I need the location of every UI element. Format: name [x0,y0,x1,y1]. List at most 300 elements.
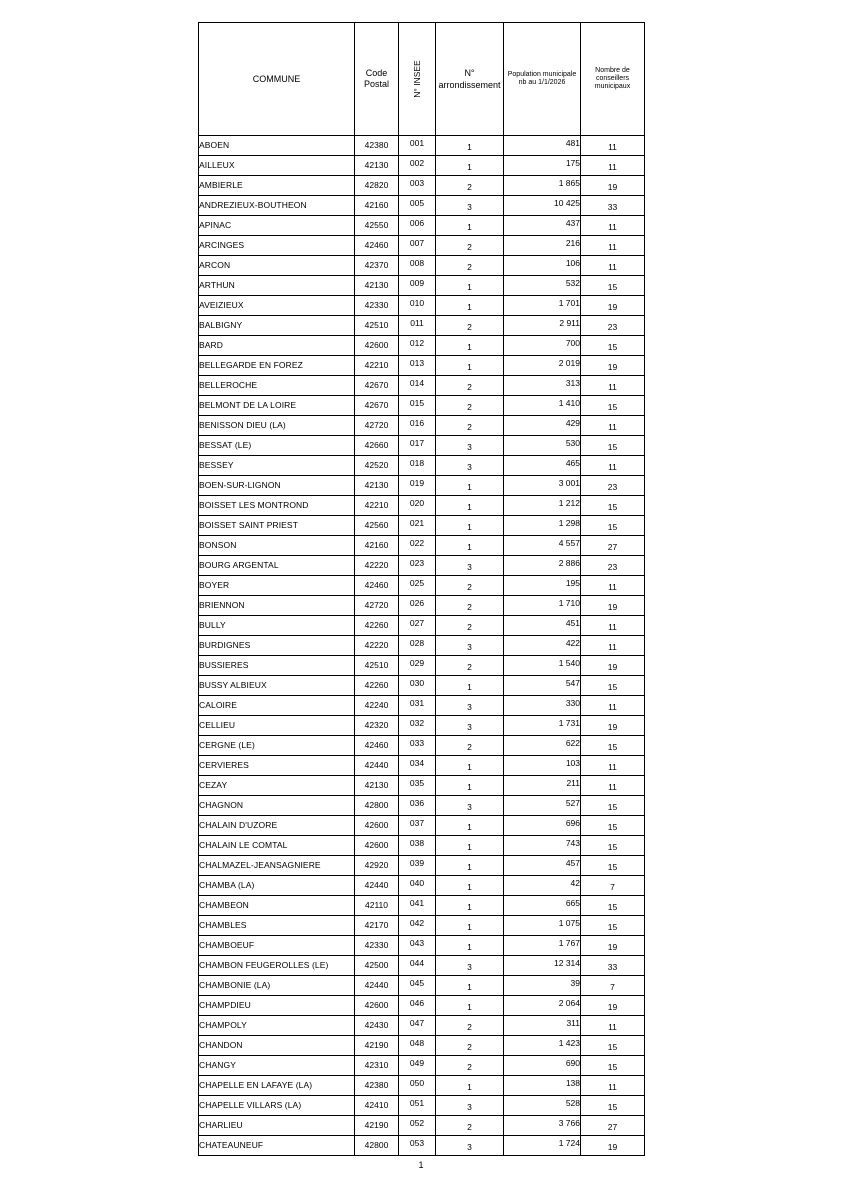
commune-cell: CHATEAUNEUF [199,1136,355,1156]
conseillers-cell: 27 [581,1116,645,1136]
table-row [199,656,645,676]
code-postal-cell: 42170 [355,916,399,936]
code-postal-cell: 42440 [355,976,399,996]
insee-cell: 017 [399,436,436,456]
table-row [199,636,645,656]
header-code-postal: Code Postal [355,23,399,136]
code-postal-cell: 42330 [355,296,399,316]
commune-cell: BUSSY ALBIEUX [199,676,355,696]
population-cell: 547 [504,676,581,696]
code-postal-cell: 42460 [355,576,399,596]
arrondissement-cell: 1 [436,336,504,356]
arrondissement-cell: 2 [436,416,504,436]
header-row [199,23,645,136]
table-row [199,796,645,816]
insee-cell: 020 [399,496,436,516]
arrondissement-cell: 2 [436,596,504,616]
conseillers-cell: 11 [581,136,645,156]
arrondissement-cell: 3 [436,1136,504,1156]
arrondissement-cell: 1 [436,756,504,776]
commune-cell: BOISSET SAINT PRIEST [199,516,355,536]
conseillers-cell: 15 [581,916,645,936]
commune-cell: ANDREZIEUX-BOUTHEON [199,196,355,216]
insee-cell: 025 [399,576,436,596]
population-cell: 195 [504,576,581,596]
table-row [199,976,645,996]
table-row [199,1036,645,1056]
arrondissement-cell: 2 [436,1116,504,1136]
table-row [199,196,645,216]
table-row [199,816,645,836]
code-postal-cell: 42190 [355,1036,399,1056]
conseillers-cell: 19 [581,936,645,956]
code-postal-cell: 42220 [355,636,399,656]
code-postal-cell: 42510 [355,316,399,336]
table-row [199,996,645,1016]
table-row [199,476,645,496]
commune-cell: CERVIERES [199,756,355,776]
population-cell: 2 064 [504,996,581,1016]
insee-cell: 045 [399,976,436,996]
population-cell: 2 019 [504,356,581,376]
arrondissement-cell: 2 [436,1036,504,1056]
code-postal-cell: 42670 [355,396,399,416]
insee-cell: 052 [399,1116,436,1136]
conseillers-cell: 19 [581,716,645,736]
code-postal-cell: 42520 [355,456,399,476]
population-cell: 700 [504,336,581,356]
insee-cell: 006 [399,216,436,236]
commune-cell: BURDIGNES [199,636,355,656]
insee-cell: 005 [399,196,436,216]
population-cell: 457 [504,856,581,876]
population-cell: 1 212 [504,496,581,516]
arrondissement-cell: 1 [436,816,504,836]
population-cell: 1 724 [504,1136,581,1156]
conseillers-cell: 23 [581,556,645,576]
code-postal-cell: 42130 [355,776,399,796]
arrondissement-cell: 3 [436,956,504,976]
commune-cell: BOISSET LES MONTROND [199,496,355,516]
communes-table [198,22,645,1156]
conseillers-cell: 15 [581,676,645,696]
arrondissement-cell: 2 [436,616,504,636]
table-row [199,336,645,356]
commune-cell: BELLEGARDE EN FOREZ [199,356,355,376]
insee-cell: 003 [399,176,436,196]
conseillers-cell: 15 [581,276,645,296]
table-row [199,676,645,696]
commune-cell: CERGNE (LE) [199,736,355,756]
conseillers-cell: 15 [581,736,645,756]
conseillers-cell: 11 [581,576,645,596]
commune-cell: BULLY [199,616,355,636]
conseillers-cell: 19 [581,176,645,196]
conseillers-cell: 11 [581,376,645,396]
commune-cell: BARD [199,336,355,356]
header-population: Population municipale nb au 1/1/2026 [504,23,581,136]
insee-cell: 009 [399,276,436,296]
conseillers-cell: 15 [581,896,645,916]
insee-cell: 032 [399,716,436,736]
arrondissement-cell: 3 [436,456,504,476]
commune-cell: CHANGY [199,1056,355,1076]
table-row [199,136,645,156]
arrondissement-cell: 1 [436,496,504,516]
population-cell: 1 075 [504,916,581,936]
arrondissement-cell: 2 [436,176,504,196]
population-cell: 10 425 [504,196,581,216]
code-postal-cell: 42370 [355,256,399,276]
arrondissement-cell: 2 [436,236,504,256]
table-row [199,836,645,856]
commune-cell: CHAMPOLY [199,1016,355,1036]
insee-cell: 043 [399,936,436,956]
insee-cell: 048 [399,1036,436,1056]
population-cell: 3 001 [504,476,581,496]
table-row [199,556,645,576]
header-insee-label: N° INSEE [412,60,422,98]
table-row [199,456,645,476]
population-cell: 1 298 [504,516,581,536]
commune-cell: CHAMBOEUF [199,936,355,956]
table-row [199,896,645,916]
code-postal-cell: 42160 [355,196,399,216]
insee-cell: 036 [399,796,436,816]
population-cell: 2 886 [504,556,581,576]
insee-cell: 008 [399,256,436,276]
commune-cell: CELLIEU [199,716,355,736]
arrondissement-cell: 1 [436,976,504,996]
table-row [199,416,645,436]
table-row [199,216,645,236]
commune-cell: BOYER [199,576,355,596]
code-postal-cell: 42260 [355,616,399,636]
arrondissement-cell: 2 [436,1016,504,1036]
commune-cell: CHAPELLE EN LAFAYE (LA) [199,1076,355,1096]
commune-cell: CHALAIN D'UZORE [199,816,355,836]
population-cell: 313 [504,376,581,396]
population-cell: 532 [504,276,581,296]
population-cell: 4 557 [504,536,581,556]
table-row [199,576,645,596]
population-cell: 437 [504,216,581,236]
commune-cell: CHANDON [199,1036,355,1056]
table-row [199,276,645,296]
commune-cell: BONSON [199,536,355,556]
conseillers-cell: 19 [581,656,645,676]
insee-cell: 051 [399,1096,436,1116]
commune-cell: CHAMBA (LA) [199,876,355,896]
insee-cell: 002 [399,156,436,176]
conseillers-cell: 15 [581,1036,645,1056]
code-postal-cell: 42430 [355,1016,399,1036]
commune-cell: CEZAY [199,776,355,796]
table-row [199,776,645,796]
conseillers-cell: 27 [581,536,645,556]
arrondissement-cell: 1 [436,676,504,696]
conseillers-cell: 33 [581,956,645,976]
insee-cell: 023 [399,556,436,576]
population-cell: 665 [504,896,581,916]
code-postal-cell: 42190 [355,1116,399,1136]
insee-cell: 044 [399,956,436,976]
table-row [199,436,645,456]
page-number: 1 [418,1160,424,1170]
arrondissement-cell: 1 [436,936,504,956]
population-cell: 1 865 [504,176,581,196]
conseillers-cell: 11 [581,1016,645,1036]
table-row [199,356,645,376]
population-cell: 12 314 [504,956,581,976]
code-postal-cell: 42130 [355,476,399,496]
commune-cell: CHAMBLES [199,916,355,936]
conseillers-cell: 15 [581,436,645,456]
conseillers-cell: 15 [581,1056,645,1076]
header-arrondissement: N° arrondissement [436,23,504,136]
arrondissement-cell: 1 [436,896,504,916]
population-cell: 1 410 [504,396,581,416]
insee-cell: 030 [399,676,436,696]
table-row [199,376,645,396]
code-postal-cell: 42130 [355,276,399,296]
code-postal-cell: 42600 [355,836,399,856]
code-postal-cell: 42380 [355,1076,399,1096]
commune-cell: CHAMBEON [199,896,355,916]
code-postal-cell: 42130 [355,156,399,176]
conseillers-cell: 11 [581,776,645,796]
conseillers-cell: 19 [581,296,645,316]
table-row [199,256,645,276]
code-postal-cell: 42920 [355,856,399,876]
conseillers-cell: 19 [581,356,645,376]
code-postal-cell: 42600 [355,816,399,836]
population-cell: 528 [504,1096,581,1116]
arrondissement-cell: 1 [436,276,504,296]
conseillers-cell: 11 [581,216,645,236]
code-postal-cell: 42600 [355,996,399,1016]
arrondissement-cell: 2 [436,736,504,756]
arrondissement-cell: 1 [436,516,504,536]
insee-cell: 028 [399,636,436,656]
arrondissement-cell: 2 [436,576,504,596]
arrondissement-cell: 1 [436,836,504,856]
code-postal-cell: 42660 [355,436,399,456]
code-postal-cell: 42440 [355,876,399,896]
conseillers-cell: 15 [581,336,645,356]
arrondissement-cell: 3 [436,436,504,456]
table-row [199,716,645,736]
population-cell: 42 [504,876,581,896]
population-cell: 1 731 [504,716,581,736]
commune-cell: BESSEY [199,456,355,476]
arrondissement-cell: 3 [436,696,504,716]
arrondissement-cell: 3 [436,196,504,216]
insee-cell: 047 [399,1016,436,1036]
arrondissement-cell: 1 [436,1076,504,1096]
conseillers-cell: 15 [581,396,645,416]
population-cell: 211 [504,776,581,796]
insee-cell: 049 [399,1056,436,1076]
conseillers-cell: 15 [581,836,645,856]
population-cell: 103 [504,756,581,776]
insee-cell: 034 [399,756,436,776]
insee-cell: 015 [399,396,436,416]
insee-cell: 053 [399,1136,436,1156]
conseillers-cell: 11 [581,616,645,636]
conseillers-cell: 11 [581,696,645,716]
table-row [199,1096,645,1116]
population-cell: 1 767 [504,936,581,956]
arrondissement-cell: 1 [436,296,504,316]
arrondissement-cell: 3 [436,716,504,736]
table-row [199,316,645,336]
insee-cell: 037 [399,816,436,836]
code-postal-cell: 42410 [355,1096,399,1116]
code-postal-cell: 42380 [355,136,399,156]
commune-cell: BUSSIERES [199,656,355,676]
table-row [199,756,645,776]
arrondissement-cell: 1 [436,536,504,556]
table-row [199,1136,645,1156]
insee-cell: 027 [399,616,436,636]
commune-cell: AMBIERLE [199,176,355,196]
insee-cell: 035 [399,776,436,796]
population-cell: 690 [504,1056,581,1076]
arrondissement-cell: 1 [436,856,504,876]
insee-cell: 039 [399,856,436,876]
commune-cell: BESSAT (LE) [199,436,355,456]
code-postal-cell: 42320 [355,716,399,736]
population-cell: 429 [504,416,581,436]
commune-cell: CHAMBONIE (LA) [199,976,355,996]
population-cell: 106 [504,256,581,276]
table-row [199,956,645,976]
arrondissement-cell: 2 [436,376,504,396]
arrondissement-cell: 3 [436,796,504,816]
conseillers-cell: 23 [581,316,645,336]
conseillers-cell: 19 [581,996,645,1016]
commune-cell: CHAMPDIEU [199,996,355,1016]
population-cell: 422 [504,636,581,656]
arrondissement-cell: 1 [436,156,504,176]
header-commune: COMMUNE [199,23,355,136]
commune-cell: CHALMAZEL-JEANSAGNIERE [199,856,355,876]
code-postal-cell: 42110 [355,896,399,916]
insee-cell: 001 [399,136,436,156]
table-row [199,1056,645,1076]
insee-cell: 012 [399,336,436,356]
code-postal-cell: 42550 [355,216,399,236]
population-cell: 530 [504,436,581,456]
population-cell: 527 [504,796,581,816]
code-postal-cell: 42820 [355,176,399,196]
code-postal-cell: 42500 [355,956,399,976]
table-row [199,876,645,896]
table-row [199,1076,645,1096]
table-row [199,616,645,636]
header-insee [399,23,436,136]
insee-cell: 007 [399,236,436,256]
table-row [199,856,645,876]
commune-cell: BALBIGNY [199,316,355,336]
commune-cell: APINAC [199,216,355,236]
insee-cell: 018 [399,456,436,476]
arrondissement-cell: 1 [436,916,504,936]
population-cell: 622 [504,736,581,756]
insee-cell: 050 [399,1076,436,1096]
code-postal-cell: 42240 [355,696,399,716]
code-postal-cell: 42310 [355,1056,399,1076]
population-cell: 481 [504,136,581,156]
commune-cell: BOURG ARGENTAL [199,556,355,576]
conseillers-cell: 11 [581,416,645,436]
arrondissement-cell: 3 [436,556,504,576]
conseillers-cell: 15 [581,856,645,876]
arrondissement-cell: 1 [436,876,504,896]
commune-cell: ARCON [199,256,355,276]
arrondissement-cell: 3 [436,636,504,656]
conseillers-cell: 15 [581,1096,645,1116]
insee-cell: 026 [399,596,436,616]
table-row [199,1016,645,1036]
population-cell: 1 710 [504,596,581,616]
insee-cell: 014 [399,376,436,396]
commune-cell: CALOIRE [199,696,355,716]
commune-cell: BELMONT DE LA LOIRE [199,396,355,416]
population-cell: 1 701 [504,296,581,316]
arrondissement-cell: 1 [436,476,504,496]
code-postal-cell: 42330 [355,936,399,956]
code-postal-cell: 42800 [355,1136,399,1156]
conseillers-cell: 11 [581,636,645,656]
code-postal-cell: 42720 [355,416,399,436]
population-cell: 451 [504,616,581,636]
commune-cell: CHAGNON [199,796,355,816]
insee-cell: 022 [399,536,436,556]
insee-cell: 046 [399,996,436,1016]
arrondissement-cell: 1 [436,356,504,376]
table-row [199,176,645,196]
code-postal-cell: 42210 [355,496,399,516]
commune-cell: ABOEN [199,136,355,156]
population-cell: 138 [504,1076,581,1096]
population-cell: 3 766 [504,1116,581,1136]
commune-cell: AILLEUX [199,156,355,176]
table-row [199,156,645,176]
population-cell: 175 [504,156,581,176]
insee-cell: 031 [399,696,436,716]
code-postal-cell: 42460 [355,236,399,256]
arrondissement-cell: 2 [436,316,504,336]
arrondissement-cell: 2 [436,656,504,676]
header-conseillers: Nombre de conseillers municipaux [581,23,645,136]
insee-cell: 016 [399,416,436,436]
table-row [199,396,645,416]
table-row [199,736,645,756]
commune-cell: CHAMBON FEUGEROLLES (LE) [199,956,355,976]
conseillers-cell: 11 [581,456,645,476]
conseillers-cell: 19 [581,596,645,616]
code-postal-cell: 42160 [355,536,399,556]
table-row [199,496,645,516]
commune-cell: ARTHUN [199,276,355,296]
table-row [199,696,645,716]
code-postal-cell: 42800 [355,796,399,816]
arrondissement-cell: 2 [436,1056,504,1076]
population-cell: 311 [504,1016,581,1036]
commune-cell: BOEN-SUR-LIGNON [199,476,355,496]
